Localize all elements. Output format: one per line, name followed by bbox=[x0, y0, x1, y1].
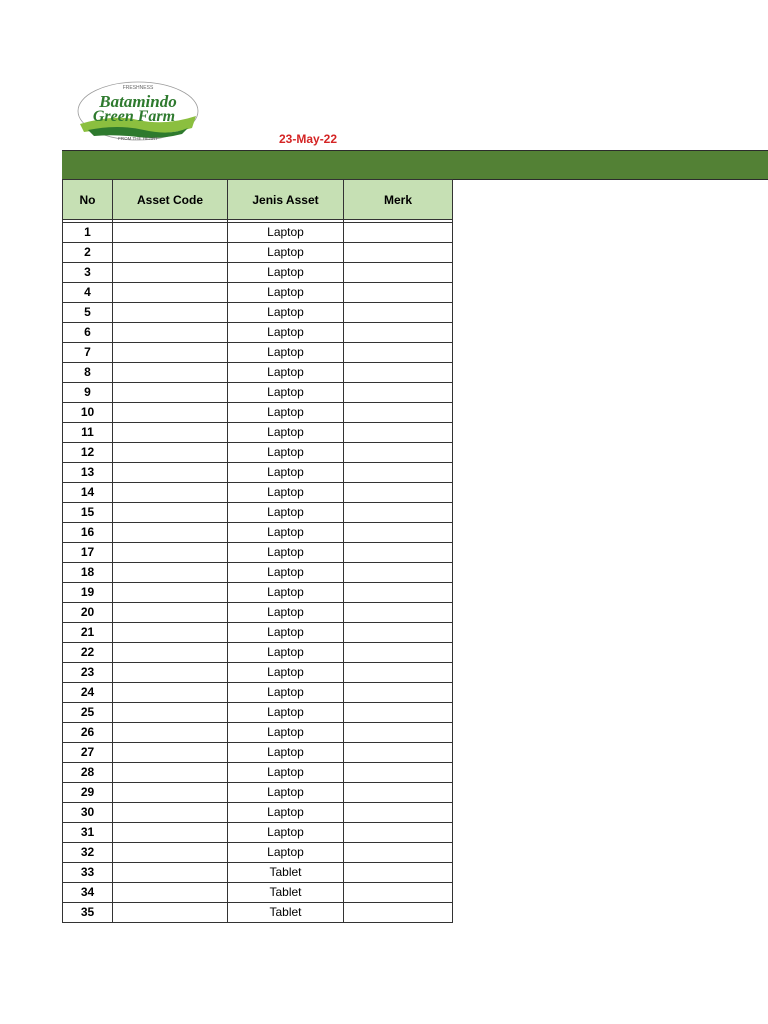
cell-merk bbox=[344, 403, 453, 423]
cell-merk bbox=[344, 563, 453, 583]
cell-merk bbox=[344, 723, 453, 743]
cell-asset-code bbox=[113, 363, 228, 383]
cell-asset-code bbox=[113, 383, 228, 403]
cell-jenis-asset: Laptop bbox=[228, 723, 344, 743]
cell-merk bbox=[344, 423, 453, 443]
cell-asset-code bbox=[113, 443, 228, 463]
table-row bbox=[63, 343, 453, 363]
cell-asset-code bbox=[113, 263, 228, 283]
cell-merk bbox=[344, 263, 453, 283]
cell-merk bbox=[344, 323, 453, 343]
table-row bbox=[63, 843, 453, 863]
cell-jenis-asset: Laptop bbox=[228, 303, 344, 323]
cell-no: 22 bbox=[63, 643, 113, 663]
cell-jenis-asset: Laptop bbox=[228, 223, 344, 243]
table-row bbox=[63, 403, 453, 423]
cell-asset-code bbox=[113, 803, 228, 823]
cell-no: 1 bbox=[63, 223, 113, 243]
cell-jenis-asset: Laptop bbox=[228, 243, 344, 263]
table-row bbox=[63, 363, 453, 383]
cell-asset-code bbox=[113, 823, 228, 843]
cell-merk bbox=[344, 223, 453, 243]
cell-no: 7 bbox=[63, 343, 113, 363]
cell-merk bbox=[344, 763, 453, 783]
cell-merk bbox=[344, 383, 453, 403]
cell-merk bbox=[344, 283, 453, 303]
cell-no: 12 bbox=[63, 443, 113, 463]
table-row bbox=[63, 823, 453, 843]
cell-no: 4 bbox=[63, 283, 113, 303]
table-row bbox=[63, 803, 453, 823]
cell-merk bbox=[344, 843, 453, 863]
table-row bbox=[63, 763, 453, 783]
table-row bbox=[63, 743, 453, 763]
cell-jenis-asset: Laptop bbox=[228, 823, 344, 843]
cell-no: 13 bbox=[63, 463, 113, 483]
table-row bbox=[63, 563, 453, 583]
cell-asset-code bbox=[113, 743, 228, 763]
cell-asset-code bbox=[113, 783, 228, 803]
cell-jenis-asset: Tablet bbox=[228, 903, 344, 923]
cell-jenis-asset: Laptop bbox=[228, 483, 344, 503]
cell-asset-code bbox=[113, 763, 228, 783]
cell-no: 11 bbox=[63, 423, 113, 443]
cell-no: 35 bbox=[63, 903, 113, 923]
cell-asset-code bbox=[113, 543, 228, 563]
cell-no: 8 bbox=[63, 363, 113, 383]
table-row bbox=[63, 683, 453, 703]
cell-asset-code bbox=[113, 683, 228, 703]
cell-merk bbox=[344, 303, 453, 323]
svg-text:Batamindo: Batamindo bbox=[99, 92, 177, 111]
table-row bbox=[63, 483, 453, 503]
cell-jenis-asset: Laptop bbox=[228, 743, 344, 763]
cell-asset-code bbox=[113, 723, 228, 743]
cell-asset-code bbox=[113, 303, 228, 323]
table-row bbox=[63, 903, 453, 923]
cell-no: 6 bbox=[63, 323, 113, 343]
cell-no: 5 bbox=[63, 303, 113, 323]
cell-jenis-asset: Laptop bbox=[228, 783, 344, 803]
cell-merk bbox=[344, 503, 453, 523]
cell-merk bbox=[344, 583, 453, 603]
cell-no: 21 bbox=[63, 623, 113, 643]
table-row bbox=[63, 243, 453, 263]
cell-no: 9 bbox=[63, 383, 113, 403]
cell-no: 17 bbox=[63, 543, 113, 563]
cell-jenis-asset: Laptop bbox=[228, 543, 344, 563]
cell-asset-code bbox=[113, 663, 228, 683]
table-row bbox=[63, 643, 453, 663]
cell-jenis-asset: Laptop bbox=[228, 583, 344, 603]
cell-merk bbox=[344, 623, 453, 643]
cell-no: 19 bbox=[63, 583, 113, 603]
cell-no: 34 bbox=[63, 883, 113, 903]
cell-jenis-asset: Laptop bbox=[228, 343, 344, 363]
cell-merk bbox=[344, 863, 453, 883]
cell-jenis-asset: Laptop bbox=[228, 403, 344, 423]
cell-asset-code bbox=[113, 423, 228, 443]
table-row bbox=[63, 583, 453, 603]
cell-merk bbox=[344, 643, 453, 663]
cell-jenis-asset: Tablet bbox=[228, 863, 344, 883]
cell-merk bbox=[344, 523, 453, 543]
table-row bbox=[63, 323, 453, 343]
cell-merk bbox=[344, 743, 453, 763]
table-row bbox=[63, 883, 453, 903]
table-header-row bbox=[63, 180, 453, 220]
cell-no: 29 bbox=[63, 783, 113, 803]
table-row bbox=[63, 543, 453, 563]
table-row bbox=[63, 283, 453, 303]
title-band bbox=[62, 150, 768, 180]
cell-merk bbox=[344, 463, 453, 483]
header-no: No bbox=[63, 180, 113, 220]
cell-merk bbox=[344, 823, 453, 843]
table-row bbox=[63, 623, 453, 643]
table-row bbox=[63, 463, 453, 483]
cell-merk bbox=[344, 783, 453, 803]
cell-asset-code bbox=[113, 563, 228, 583]
header-jenis-asset: Jenis Asset bbox=[228, 180, 344, 220]
table-row bbox=[63, 663, 453, 683]
cell-merk bbox=[344, 683, 453, 703]
cell-asset-code bbox=[113, 223, 228, 243]
cell-jenis-asset: Laptop bbox=[228, 623, 344, 643]
cell-merk bbox=[344, 443, 453, 463]
cell-no: 23 bbox=[63, 663, 113, 683]
svg-text:FROM THE HEART: FROM THE HEART bbox=[118, 136, 158, 141]
cell-jenis-asset: Laptop bbox=[228, 463, 344, 483]
cell-jenis-asset: Laptop bbox=[228, 423, 344, 443]
table-row bbox=[63, 423, 453, 443]
cell-merk bbox=[344, 543, 453, 563]
report-date: 23-May-22 bbox=[279, 132, 338, 146]
cell-asset-code bbox=[113, 343, 228, 363]
cell-jenis-asset: Laptop bbox=[228, 263, 344, 283]
cell-no: 30 bbox=[63, 803, 113, 823]
table-row bbox=[63, 223, 453, 243]
cell-no: 3 bbox=[63, 263, 113, 283]
table-row bbox=[63, 523, 453, 543]
cell-jenis-asset: Laptop bbox=[228, 503, 344, 523]
header-asset-code: Asset Code bbox=[113, 180, 228, 220]
table-row bbox=[63, 723, 453, 743]
cell-no: 24 bbox=[63, 683, 113, 703]
cell-jenis-asset: Laptop bbox=[228, 703, 344, 723]
table-body bbox=[63, 220, 453, 923]
cell-jenis-asset: Laptop bbox=[228, 663, 344, 683]
cell-asset-code bbox=[113, 283, 228, 303]
cell-no: 32 bbox=[63, 843, 113, 863]
table-row bbox=[63, 783, 453, 803]
cell-no: 16 bbox=[63, 523, 113, 543]
cell-asset-code bbox=[113, 643, 228, 663]
cell-no: 31 bbox=[63, 823, 113, 843]
cell-jenis-asset: Laptop bbox=[228, 643, 344, 663]
cell-jenis-asset: Laptop bbox=[228, 383, 344, 403]
cell-jenis-asset: Tablet bbox=[228, 883, 344, 903]
table-row bbox=[63, 603, 453, 623]
cell-asset-code bbox=[113, 623, 228, 643]
cell-asset-code bbox=[113, 463, 228, 483]
cell-jenis-asset: Laptop bbox=[228, 563, 344, 583]
table-row bbox=[63, 503, 453, 523]
cell-merk bbox=[344, 483, 453, 503]
table-row bbox=[63, 383, 453, 403]
cell-merk bbox=[344, 663, 453, 683]
cell-merk bbox=[344, 903, 453, 923]
cell-no: 25 bbox=[63, 703, 113, 723]
table-row bbox=[63, 443, 453, 463]
cell-jenis-asset: Laptop bbox=[228, 363, 344, 383]
cell-jenis-asset: Laptop bbox=[228, 763, 344, 783]
cell-asset-code bbox=[113, 863, 228, 883]
cell-merk bbox=[344, 803, 453, 823]
cell-merk bbox=[344, 703, 453, 723]
cell-asset-code bbox=[113, 583, 228, 603]
cell-jenis-asset: Laptop bbox=[228, 683, 344, 703]
cell-merk bbox=[344, 883, 453, 903]
cell-asset-code bbox=[113, 703, 228, 723]
cell-asset-code bbox=[113, 243, 228, 263]
cell-asset-code bbox=[113, 403, 228, 423]
svg-text:FRESHNESS: FRESHNESS bbox=[122, 85, 154, 91]
cell-jenis-asset: Laptop bbox=[228, 843, 344, 863]
table-row bbox=[63, 863, 453, 883]
cell-asset-code bbox=[113, 843, 228, 863]
cell-asset-code bbox=[113, 503, 228, 523]
cell-no: 33 bbox=[63, 863, 113, 883]
cell-no: 27 bbox=[63, 743, 113, 763]
table-row bbox=[63, 303, 453, 323]
cell-no: 20 bbox=[63, 603, 113, 623]
cell-asset-code bbox=[113, 903, 228, 923]
cell-no: 10 bbox=[63, 403, 113, 423]
cell-asset-code bbox=[113, 603, 228, 623]
cell-no: 14 bbox=[63, 483, 113, 503]
header-merk: Merk bbox=[344, 180, 453, 220]
table-row bbox=[63, 703, 453, 723]
cell-jenis-asset: Laptop bbox=[228, 803, 344, 823]
cell-merk bbox=[344, 363, 453, 383]
cell-no: 28 bbox=[63, 763, 113, 783]
cell-jenis-asset: Laptop bbox=[228, 523, 344, 543]
cell-asset-code bbox=[113, 523, 228, 543]
cell-merk bbox=[344, 603, 453, 623]
svg-text:Green Farm: Green Farm bbox=[92, 108, 176, 125]
cell-asset-code bbox=[113, 323, 228, 343]
cell-asset-code bbox=[113, 483, 228, 503]
cell-jenis-asset: Laptop bbox=[228, 283, 344, 303]
cell-no: 18 bbox=[63, 563, 113, 583]
cell-no: 2 bbox=[63, 243, 113, 263]
cell-asset-code bbox=[113, 883, 228, 903]
cell-merk bbox=[344, 243, 453, 263]
cell-jenis-asset: Laptop bbox=[228, 323, 344, 343]
company-logo bbox=[74, 80, 202, 142]
cell-no: 26 bbox=[63, 723, 113, 743]
cell-jenis-asset: Laptop bbox=[228, 443, 344, 463]
cell-merk bbox=[344, 343, 453, 363]
cell-no: 15 bbox=[63, 503, 113, 523]
cell-jenis-asset: Laptop bbox=[228, 603, 344, 623]
asset-table bbox=[62, 179, 453, 923]
table-row bbox=[63, 263, 453, 283]
